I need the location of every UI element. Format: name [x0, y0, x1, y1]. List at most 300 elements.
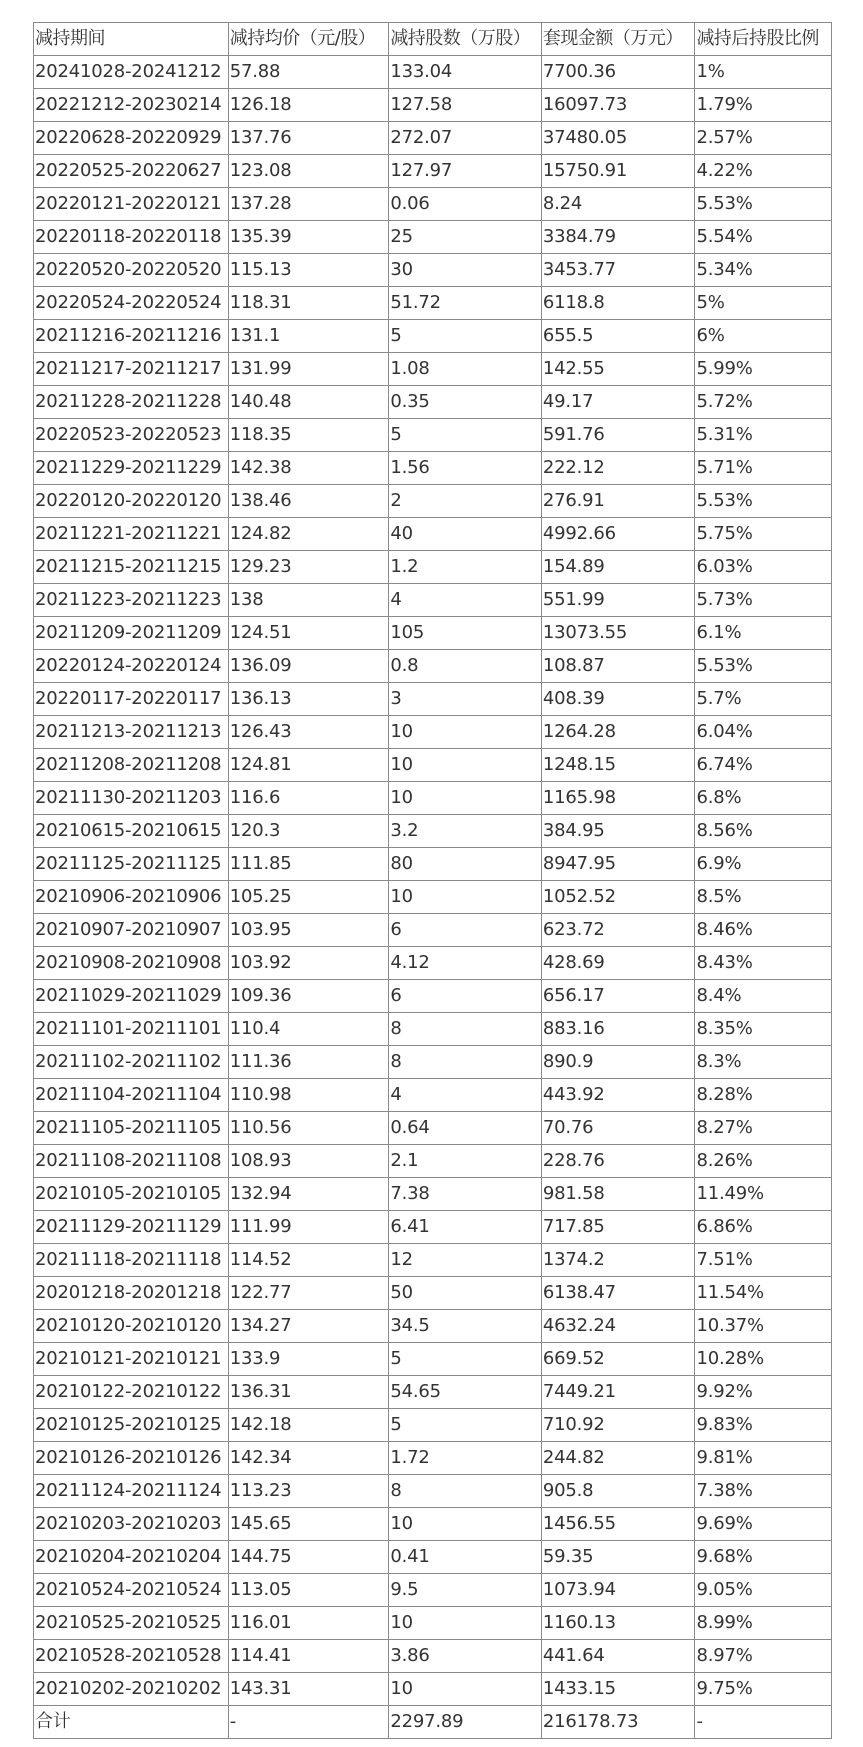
total-avg-price: -: [228, 1706, 389, 1739]
cell-ratio-after: 9.69%: [695, 1508, 832, 1541]
cell-avg-price: 115.13: [228, 254, 389, 287]
table-row: [34, 1574, 832, 1607]
cell-avg-price: 142.38: [228, 452, 389, 485]
cell-period: 20211223-20211223: [34, 584, 229, 617]
cell-avg-price: 110.56: [228, 1112, 389, 1145]
cell-avg-price: 122.77: [228, 1277, 389, 1310]
cell-shares: 0.06: [389, 188, 542, 221]
table-row: [34, 1244, 832, 1277]
table-row: [34, 353, 832, 386]
cell-shares: 50: [389, 1277, 542, 1310]
cell-period: 20211228-20211228: [34, 386, 229, 419]
cell-shares: 2.1: [389, 1145, 542, 1178]
cell-shares: 3.86: [389, 1640, 542, 1673]
cell-ratio-after: 10.28%: [695, 1343, 832, 1376]
table-row: [34, 1409, 832, 1442]
table-row: [34, 56, 832, 89]
cell-period: 20210615-20210615: [34, 815, 229, 848]
cell-shares: 127.97: [389, 155, 542, 188]
cell-amount: 108.87: [541, 650, 695, 683]
cell-period: 20211029-20211029: [34, 980, 229, 1013]
table-row: [34, 782, 832, 815]
cell-avg-price: 129.23: [228, 551, 389, 584]
cell-shares: 10: [389, 716, 542, 749]
cell-avg-price: 120.3: [228, 815, 389, 848]
cell-avg-price: 137.76: [228, 122, 389, 155]
cell-avg-price: 124.51: [228, 617, 389, 650]
table-row: [34, 650, 832, 683]
table-row: [34, 485, 832, 518]
cell-shares: 10: [389, 1607, 542, 1640]
cell-avg-price: 134.27: [228, 1310, 389, 1343]
cell-amount: 981.58: [541, 1178, 695, 1211]
header-period: 减持期间: [34, 23, 229, 56]
cell-period: 20210524-20210524: [34, 1574, 229, 1607]
cell-shares: 1.56: [389, 452, 542, 485]
table-row: [34, 1508, 832, 1541]
cell-shares: 8: [389, 1046, 542, 1079]
cell-period: 20241028-20241212: [34, 56, 229, 89]
cell-period: 20211129-20211129: [34, 1211, 229, 1244]
cell-shares: 105: [389, 617, 542, 650]
cell-period: 20210122-20210122: [34, 1376, 229, 1409]
table-row: [34, 1442, 832, 1475]
cell-amount: 883.16: [541, 1013, 695, 1046]
cell-shares: 0.64: [389, 1112, 542, 1145]
table-row: [34, 122, 832, 155]
cell-period: 20220524-20220524: [34, 287, 229, 320]
table-row: [34, 1673, 832, 1706]
cell-shares: 6: [389, 914, 542, 947]
total-shares: 2297.89: [389, 1706, 542, 1739]
cell-amount: 1433.15: [541, 1673, 695, 1706]
table-row: [34, 1112, 832, 1145]
cell-ratio-after: 6.8%: [695, 782, 832, 815]
cell-period: 20211130-20211203: [34, 782, 229, 815]
cell-shares: 133.04: [389, 56, 542, 89]
cell-avg-price: 57.88: [228, 56, 389, 89]
cell-shares: 5: [389, 1343, 542, 1376]
cell-avg-price: 143.31: [228, 1673, 389, 1706]
cell-period: 20211229-20211229: [34, 452, 229, 485]
cell-amount: 6138.47: [541, 1277, 695, 1310]
cell-ratio-after: 8.3%: [695, 1046, 832, 1079]
cell-period: 20220124-20220124: [34, 650, 229, 683]
cell-ratio-after: 5.71%: [695, 452, 832, 485]
cell-amount: 384.95: [541, 815, 695, 848]
table-row: [34, 89, 832, 122]
cell-shares: 1.72: [389, 1442, 542, 1475]
table-row: [34, 188, 832, 221]
cell-ratio-after: 5.53%: [695, 485, 832, 518]
cell-shares: 10: [389, 782, 542, 815]
total-label: 合计: [34, 1706, 229, 1739]
cell-amount: 37480.05: [541, 122, 695, 155]
cell-amount: 591.76: [541, 419, 695, 452]
cell-amount: 4992.66: [541, 518, 695, 551]
cell-shares: 3: [389, 683, 542, 716]
cell-ratio-after: 9.05%: [695, 1574, 832, 1607]
cell-amount: 441.64: [541, 1640, 695, 1673]
cell-amount: 142.55: [541, 353, 695, 386]
cell-period: 20211124-20211124: [34, 1475, 229, 1508]
cell-period: 20220523-20220523: [34, 419, 229, 452]
cell-period: 20220525-20220627: [34, 155, 229, 188]
cell-amount: 228.76: [541, 1145, 695, 1178]
cell-amount: 70.76: [541, 1112, 695, 1145]
share-reduction-table: [33, 22, 832, 1739]
cell-avg-price: 105.25: [228, 881, 389, 914]
cell-avg-price: 118.31: [228, 287, 389, 320]
cell-ratio-after: 9.68%: [695, 1541, 832, 1574]
cell-period: 20211105-20211105: [34, 1112, 229, 1145]
cell-amount: 905.8: [541, 1475, 695, 1508]
cell-avg-price: 110.4: [228, 1013, 389, 1046]
cell-amount: 3384.79: [541, 221, 695, 254]
cell-avg-price: 144.75: [228, 1541, 389, 1574]
cell-amount: 59.35: [541, 1541, 695, 1574]
cell-period: 20211102-20211102: [34, 1046, 229, 1079]
cell-shares: 5: [389, 1409, 542, 1442]
cell-ratio-after: 6.9%: [695, 848, 832, 881]
cell-shares: 127.58: [389, 89, 542, 122]
cell-ratio-after: 9.83%: [695, 1409, 832, 1442]
cell-shares: 51.72: [389, 287, 542, 320]
cell-period: 20210528-20210528: [34, 1640, 229, 1673]
cell-shares: 34.5: [389, 1310, 542, 1343]
cell-shares: 9.5: [389, 1574, 542, 1607]
table-row: [34, 386, 832, 419]
cell-ratio-after: 5%: [695, 287, 832, 320]
cell-shares: 12: [389, 1244, 542, 1277]
cell-shares: 3.2: [389, 815, 542, 848]
cell-shares: 10: [389, 749, 542, 782]
cell-amount: 890.9: [541, 1046, 695, 1079]
cell-shares: 6: [389, 980, 542, 1013]
cell-ratio-after: 6.04%: [695, 716, 832, 749]
cell-ratio-after: 8.27%: [695, 1112, 832, 1145]
cell-amount: 13073.55: [541, 617, 695, 650]
table-row: [34, 155, 832, 188]
table-row: [34, 1277, 832, 1310]
cell-ratio-after: 11.54%: [695, 1277, 832, 1310]
cell-avg-price: 124.81: [228, 749, 389, 782]
cell-avg-price: 118.35: [228, 419, 389, 452]
cell-ratio-after: 8.26%: [695, 1145, 832, 1178]
cell-shares: 2: [389, 485, 542, 518]
cell-amount: 655.5: [541, 320, 695, 353]
cell-amount: 276.91: [541, 485, 695, 518]
cell-avg-price: 103.92: [228, 947, 389, 980]
cell-shares: 4: [389, 1079, 542, 1112]
cell-shares: 80: [389, 848, 542, 881]
cell-ratio-after: 7.51%: [695, 1244, 832, 1277]
cell-avg-price: 131.99: [228, 353, 389, 386]
cell-ratio-after: 8.97%: [695, 1640, 832, 1673]
cell-amount: 623.72: [541, 914, 695, 947]
cell-avg-price: 114.52: [228, 1244, 389, 1277]
table-row: [34, 551, 832, 584]
table-row: [34, 914, 832, 947]
cell-shares: 8: [389, 1475, 542, 1508]
table-row: [34, 1343, 832, 1376]
table-row: [34, 518, 832, 551]
cell-avg-price: 137.28: [228, 188, 389, 221]
cell-period: 20220121-20220121: [34, 188, 229, 221]
total-ratio-after: -: [695, 1706, 832, 1739]
cell-amount: 49.17: [541, 386, 695, 419]
table-row: [34, 1640, 832, 1673]
table-row: [34, 320, 832, 353]
table-row: [34, 1046, 832, 1079]
cell-amount: 443.92: [541, 1079, 695, 1112]
cell-amount: 717.85: [541, 1211, 695, 1244]
cell-amount: 244.82: [541, 1442, 695, 1475]
cell-period: 20211118-20211118: [34, 1244, 229, 1277]
cell-amount: 7449.21: [541, 1376, 695, 1409]
cell-ratio-after: 8.43%: [695, 947, 832, 980]
cell-period: 20220520-20220520: [34, 254, 229, 287]
cell-ratio-after: 6.1%: [695, 617, 832, 650]
table-row: [34, 254, 832, 287]
cell-avg-price: 131.1: [228, 320, 389, 353]
cell-shares: 30: [389, 254, 542, 287]
cell-ratio-after: 11.49%: [695, 1178, 832, 1211]
cell-avg-price: 126.43: [228, 716, 389, 749]
cell-avg-price: 142.18: [228, 1409, 389, 1442]
table-row: [34, 221, 832, 254]
cell-avg-price: 116.6: [228, 782, 389, 815]
table-footer: [34, 1706, 832, 1739]
cell-amount: 1248.15: [541, 749, 695, 782]
cell-period: 20210125-20210125: [34, 1409, 229, 1442]
cell-amount: 154.89: [541, 551, 695, 584]
cell-avg-price: 108.93: [228, 1145, 389, 1178]
cell-ratio-after: 2.57%: [695, 122, 832, 155]
cell-amount: 1160.13: [541, 1607, 695, 1640]
cell-amount: 6118.8: [541, 287, 695, 320]
table-row: [34, 947, 832, 980]
cell-avg-price: 124.82: [228, 518, 389, 551]
table-row: [34, 1541, 832, 1574]
table-row: [34, 1376, 832, 1409]
cell-period: 20211208-20211208: [34, 749, 229, 782]
cell-ratio-after: 1%: [695, 56, 832, 89]
cell-ratio-after: 8.56%: [695, 815, 832, 848]
cell-ratio-after: 8.28%: [695, 1079, 832, 1112]
cell-shares: 8: [389, 1013, 542, 1046]
cell-ratio-after: 5.72%: [695, 386, 832, 419]
cell-amount: 408.39: [541, 683, 695, 716]
header-shares: 减持股数（万股）: [389, 23, 542, 56]
table-row: [34, 1145, 832, 1178]
header-row: [34, 23, 832, 56]
cell-shares: 272.07: [389, 122, 542, 155]
cell-shares: 4.12: [389, 947, 542, 980]
cell-shares: 10: [389, 881, 542, 914]
cell-shares: 40: [389, 518, 542, 551]
cell-ratio-after: 5.31%: [695, 419, 832, 452]
cell-period: 20220117-20220117: [34, 683, 229, 716]
cell-shares: 6.41: [389, 1211, 542, 1244]
cell-ratio-after: 8.35%: [695, 1013, 832, 1046]
table-row: [34, 419, 832, 452]
cell-period: 20220628-20220929: [34, 122, 229, 155]
cell-ratio-after: 5.75%: [695, 518, 832, 551]
cell-period: 20210908-20210908: [34, 947, 229, 980]
header-amount: 套现金额（万元）: [541, 23, 695, 56]
table-row: [34, 617, 832, 650]
cell-avg-price: 133.9: [228, 1343, 389, 1376]
cell-amount: 1374.2: [541, 1244, 695, 1277]
cell-avg-price: 111.99: [228, 1211, 389, 1244]
table-row: [34, 584, 832, 617]
cell-period: 20211101-20211101: [34, 1013, 229, 1046]
cell-period: 20211215-20211215: [34, 551, 229, 584]
cell-ratio-after: 9.75%: [695, 1673, 832, 1706]
table-row: [34, 716, 832, 749]
cell-avg-price: 138: [228, 584, 389, 617]
cell-amount: 710.92: [541, 1409, 695, 1442]
table-row: [34, 1607, 832, 1640]
cell-amount: 7700.36: [541, 56, 695, 89]
table-row: [34, 1310, 832, 1343]
table-header: [34, 23, 832, 56]
cell-avg-price: 132.94: [228, 1178, 389, 1211]
cell-avg-price: 138.46: [228, 485, 389, 518]
cell-period: 20210525-20210525: [34, 1607, 229, 1640]
cell-avg-price: 136.09: [228, 650, 389, 683]
cell-ratio-after: 5.73%: [695, 584, 832, 617]
total-row: [34, 1706, 832, 1739]
cell-period: 20221212-20230214: [34, 89, 229, 122]
cell-shares: 0.8: [389, 650, 542, 683]
cell-period: 20220120-20220120: [34, 485, 229, 518]
cell-shares: 1.08: [389, 353, 542, 386]
cell-amount: 16097.73: [541, 89, 695, 122]
cell-avg-price: 110.98: [228, 1079, 389, 1112]
cell-avg-price: 103.95: [228, 914, 389, 947]
cell-ratio-after: 10.37%: [695, 1310, 832, 1343]
cell-shares: 5: [389, 419, 542, 452]
cell-avg-price: 111.85: [228, 848, 389, 881]
cell-ratio-after: 4.22%: [695, 155, 832, 188]
cell-avg-price: 123.08: [228, 155, 389, 188]
cell-amount: 3453.77: [541, 254, 695, 287]
cell-amount: 8.24: [541, 188, 695, 221]
cell-shares: 10: [389, 1508, 542, 1541]
table-row: [34, 980, 832, 1013]
cell-shares: 7.38: [389, 1178, 542, 1211]
cell-period: 20211213-20211213: [34, 716, 229, 749]
cell-period: 20210204-20210204: [34, 1541, 229, 1574]
table-row: [34, 1178, 832, 1211]
cell-period: 20211108-20211108: [34, 1145, 229, 1178]
cell-avg-price: 145.65: [228, 1508, 389, 1541]
cell-period: 20211221-20211221: [34, 518, 229, 551]
cell-period: 20211216-20211216: [34, 320, 229, 353]
cell-shares: 0.41: [389, 1541, 542, 1574]
cell-avg-price: 135.39: [228, 221, 389, 254]
cell-amount: 1165.98: [541, 782, 695, 815]
table-body: [34, 56, 832, 1706]
cell-avg-price: 140.48: [228, 386, 389, 419]
cell-ratio-after: 6.86%: [695, 1211, 832, 1244]
table-row: [34, 287, 832, 320]
cell-shares: 54.65: [389, 1376, 542, 1409]
cell-period: 20210105-20210105: [34, 1178, 229, 1211]
cell-amount: 656.17: [541, 980, 695, 1013]
cell-amount: 428.69: [541, 947, 695, 980]
cell-period: 20210203-20210203: [34, 1508, 229, 1541]
cell-amount: 15750.91: [541, 155, 695, 188]
cell-ratio-after: 5.54%: [695, 221, 832, 254]
cell-avg-price: 142.34: [228, 1442, 389, 1475]
cell-ratio-after: 6.03%: [695, 551, 832, 584]
table-row: [34, 452, 832, 485]
total-amount: 216178.73: [541, 1706, 695, 1739]
cell-amount: 1264.28: [541, 716, 695, 749]
cell-amount: 669.52: [541, 1343, 695, 1376]
cell-ratio-after: 8.5%: [695, 881, 832, 914]
cell-ratio-after: 5.7%: [695, 683, 832, 716]
cell-ratio-after: 9.92%: [695, 1376, 832, 1409]
cell-avg-price: 116.01: [228, 1607, 389, 1640]
cell-avg-price: 136.13: [228, 683, 389, 716]
cell-ratio-after: 8.99%: [695, 1607, 832, 1640]
cell-shares: 0.35: [389, 386, 542, 419]
cell-ratio-after: 7.38%: [695, 1475, 832, 1508]
cell-period: 20220118-20220118: [34, 221, 229, 254]
header-ratio-after: 减持后持股比例: [695, 23, 832, 56]
cell-ratio-after: 5.34%: [695, 254, 832, 287]
cell-amount: 1052.52: [541, 881, 695, 914]
cell-period: 20210121-20210121: [34, 1343, 229, 1376]
cell-shares: 25: [389, 221, 542, 254]
cell-avg-price: 126.18: [228, 89, 389, 122]
cell-shares: 1.2: [389, 551, 542, 584]
cell-period: 20211125-20211125: [34, 848, 229, 881]
table-row: [34, 815, 832, 848]
cell-period: 20210202-20210202: [34, 1673, 229, 1706]
cell-period: 20201218-20201218: [34, 1277, 229, 1310]
cell-period: 20210120-20210120: [34, 1310, 229, 1343]
cell-amount: 222.12: [541, 452, 695, 485]
cell-period: 20210906-20210906: [34, 881, 229, 914]
cell-amount: 1073.94: [541, 1574, 695, 1607]
cell-amount: 4632.24: [541, 1310, 695, 1343]
cell-ratio-after: 8.4%: [695, 980, 832, 1013]
table-row: [34, 1013, 832, 1046]
cell-avg-price: 136.31: [228, 1376, 389, 1409]
cell-ratio-after: 6%: [695, 320, 832, 353]
cell-avg-price: 111.36: [228, 1046, 389, 1079]
table-row: [34, 881, 832, 914]
cell-amount: 551.99: [541, 584, 695, 617]
cell-period: 20210907-20210907: [34, 914, 229, 947]
table-row: [34, 1475, 832, 1508]
table-row: [34, 848, 832, 881]
cell-avg-price: 109.36: [228, 980, 389, 1013]
cell-ratio-after: 5.99%: [695, 353, 832, 386]
table-row: [34, 1079, 832, 1112]
cell-shares: 4: [389, 584, 542, 617]
cell-period: 20211217-20211217: [34, 353, 229, 386]
header-avg-price: 减持均价（元/股）: [228, 23, 389, 56]
cell-period: 20211209-20211209: [34, 617, 229, 650]
cell-period: 20210126-20210126: [34, 1442, 229, 1475]
cell-ratio-after: 6.74%: [695, 749, 832, 782]
